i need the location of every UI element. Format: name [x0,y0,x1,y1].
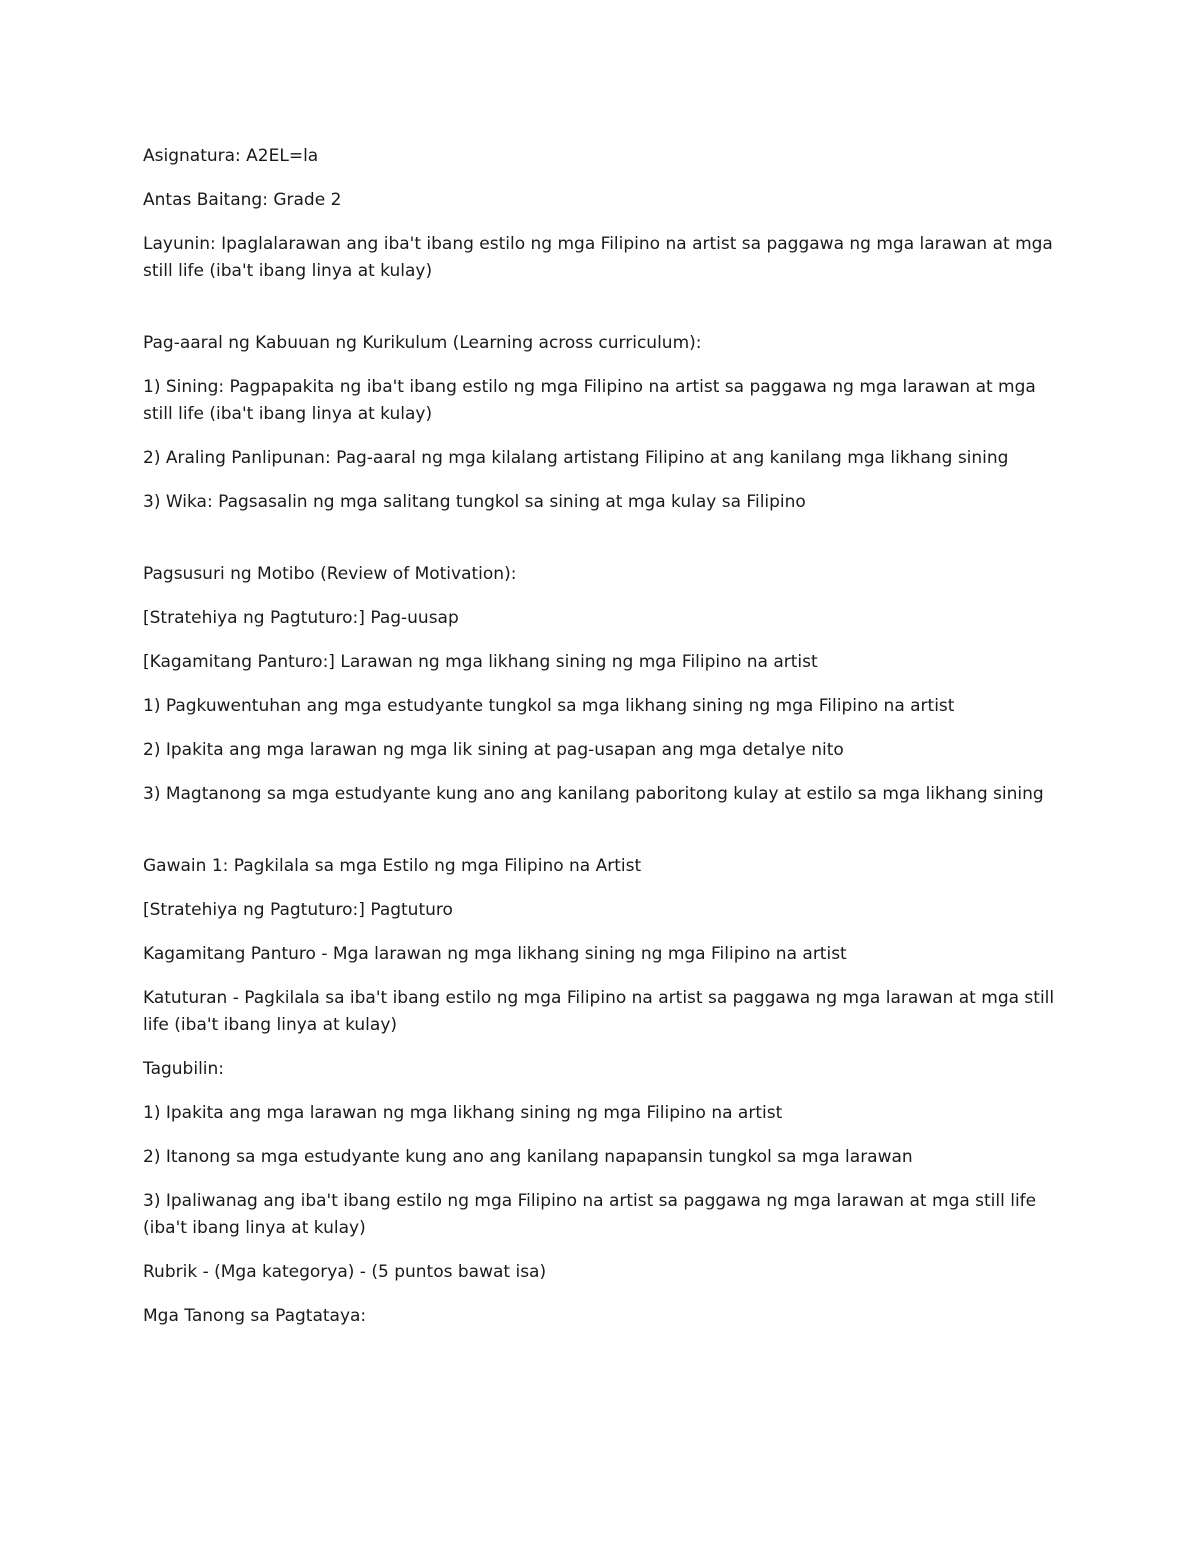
kurikulum-heading: Pag-aaral ng Kabuuan ng Kurikulum (Learning across curriculum): [143,333,702,353]
gawain-tagubilin-label: Tagubilin: [143,1059,225,1079]
kurikulum-item: 1) Sining: Pagpapakita ng iba't ibang estilo ng mga Filipino na artist sa paggawa ng mga larawan at mga still life (iba't ibang linya at kulay) [143,377,1036,424]
gawain-heading: Gawain 1: Pagkilala sa mga Estilo ng mga Filipino na Artist [143,856,642,876]
gawain-tanong-label: Mga Tanong sa Pagtataya: [143,1306,367,1326]
gawain-item: 2) Itanong sa mga estudyante kung ano ang kanilang napapansin tungkol sa mga larawan [143,1147,913,1167]
motibo-item: 2) Ipakita ang mga larawan ng mga lik sining at pag-usapan ang mga detalye nito [143,740,844,760]
gawain-materials: Kagamitang Panturo - Mga larawan ng mga likhang sining ng mga Filipino na artist [143,944,847,964]
layunin-paragraph: Layunin: Ipaglalarawan ang iba't ibang estilo ng mga Filipino na artist sa paggawa ng mga larawan at mga still life (iba't ibang linya at kulay) [143,234,1053,281]
motibo-heading: Pagsusuri ng Motibo (Review of Motivation): [143,564,517,584]
kurikulum-item: 2) Araling Panlipunan: Pag-aaral ng mga kilalang artistang Filipino at ang kanilang mga likhang sining [143,448,1009,468]
asignatura-line: Asignatura: A2EL=la [143,146,319,166]
motibo-strategy: [Stratehiya ng Pagtuturo:] Pag-uusap [143,608,459,628]
motibo-item: 1) Pagkuwentuhan ang mga estudyante tungkol sa mga likhang sining ng mga Filipino na artist [143,696,955,716]
kurikulum-item: 3) Wika: Pagsasalin ng mga salitang tungkol sa sining at mga kulay sa Filipino [143,492,806,512]
gawain-rubrik: Rubrik - (Mga kategorya) - (5 puntos bawat isa) [143,1262,547,1282]
gawain-katuturan: Katuturan - Pagkilala sa iba't ibang estilo ng mga Filipino na artist sa paggawa ng mga larawan at mga still life (iba't ibang linya at kulay) [143,988,1055,1035]
motibo-item: 3) Magtanong sa mga estudyante kung ano ang kanilang paboritong kulay at estilo sa mga likhang sining [143,784,1044,804]
motibo-materials: [Kagamitang Panturo:] Larawan ng mga likhang sining ng mga Filipino na artist [143,652,818,672]
antas-baitang-line: Antas Baitang: Grade 2 [143,190,342,210]
gawain-item: 1) Ipakita ang mga larawan ng mga likhang sining ng mga Filipino na artist [143,1103,783,1123]
gawain-item: 3) Ipaliwanag ang iba't ibang estilo ng mga Filipino na artist sa paggawa ng mga larawan at mga still life (iba't ibang linya at kulay) [143,1191,1037,1238]
gawain-strategy: [Stratehiya ng Pagtuturo:] Pagtuturo [143,900,453,920]
document-body [143,143,1063,1347]
